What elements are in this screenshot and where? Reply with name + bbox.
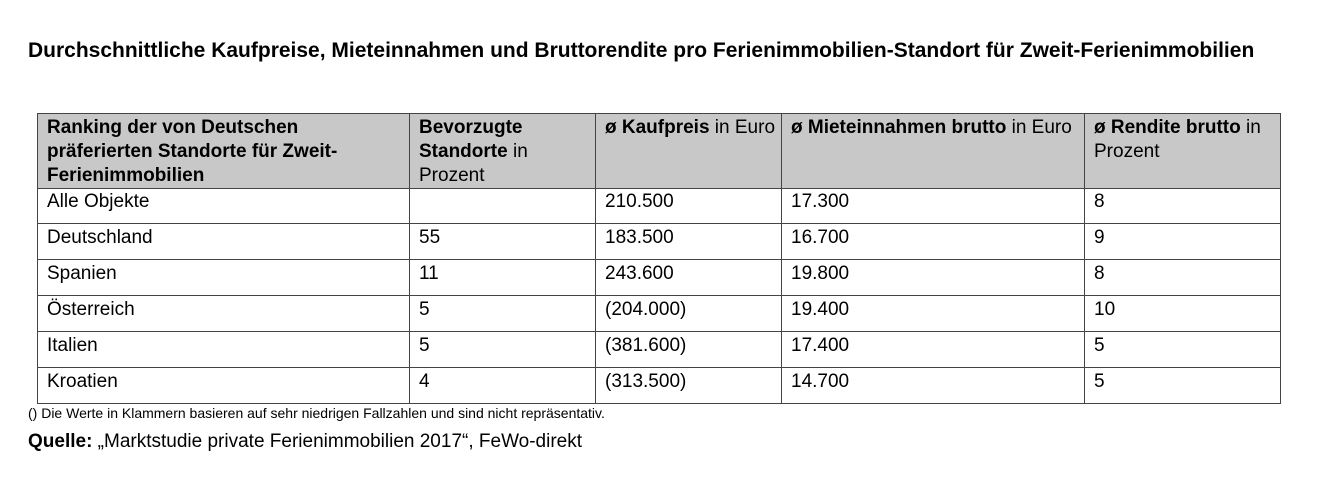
cell-yield: 8 [1085,260,1281,296]
cell-yield: 8 [1085,189,1281,224]
header-ranking [38,114,410,189]
table-header-row [38,114,1281,189]
header-price-normal: in Euro [709,117,776,138]
cell-rent: 17.300 [782,189,1085,224]
cell-rent: 16.700 [782,224,1085,260]
source-text: „Marktstudie private Ferienimmobilien 2017“, FeWo-direkt [92,431,583,452]
cell-rent: 17.400 [782,332,1085,368]
cell-preferred: 5 [410,332,596,368]
header-preferred-normal: in Prozent [419,141,528,186]
table-row [38,332,1281,368]
header-price-bold: ø Kaufpreis [605,117,710,138]
header-ranking-bold: Ranking der von Deutschen präferierten Standorte für Zweit-Ferienimmobilien [47,117,338,186]
cell-location: Italien [38,332,410,368]
cell-price: (381.600) [596,332,782,368]
cell-price: 183.500 [596,224,782,260]
header-rent [782,114,1085,189]
table-row [38,368,1281,404]
cell-preferred: 5 [410,296,596,332]
cell-location: Österreich [38,296,410,332]
cell-rent: 19.800 [782,260,1085,296]
header-yield [1085,114,1281,189]
cell-location: Alle Objekte [38,189,410,224]
footnote: () Die Werte in Klammern basieren auf sehr niedrigen Fallzahlen und sind nicht repräsentativ. [28,405,605,421]
header-preferred-bold: Bevorzugte Standorte [419,117,523,162]
source-line [28,431,582,453]
cell-location: Kroatien [38,368,410,404]
cell-preferred: 4 [410,368,596,404]
cell-rent: 19.400 [782,296,1085,332]
cell-location: Spanien [38,260,410,296]
source-label: Quelle: [28,431,93,452]
cell-rent: 14.700 [782,368,1085,404]
cell-yield: 9 [1085,224,1281,260]
cell-yield: 5 [1085,332,1281,368]
cell-price: (204.000) [596,296,782,332]
cell-yield: 5 [1085,368,1281,404]
header-rent-normal: in Euro [1006,117,1072,138]
cell-yield: 10 [1085,296,1281,332]
cell-price: (313.500) [596,368,782,404]
table-row [38,296,1281,332]
cell-preferred: 11 [410,260,596,296]
header-price [596,114,782,189]
table-row [38,260,1281,296]
cell-location: Deutschland [38,224,410,260]
cell-preferred [410,189,596,224]
header-yield-bold: ø Rendite brutto [1094,117,1241,138]
header-rent-bold: ø Mieteinnahmen brutto [791,117,1007,138]
cell-preferred: 55 [410,224,596,260]
cell-price: 243.600 [596,260,782,296]
page-title: Durchschnittliche Kaufpreise, Mieteinnahmen und Bruttorendite pro Ferienimmobilien-Standort für Zweit-Ferienimmobilien [28,39,1255,62]
table-row [38,189,1281,224]
table-row [38,224,1281,260]
header-preferred [410,114,596,189]
data-table [37,113,1281,404]
header-yield-normal: in Prozent [1094,117,1261,162]
cell-price: 210.500 [596,189,782,224]
